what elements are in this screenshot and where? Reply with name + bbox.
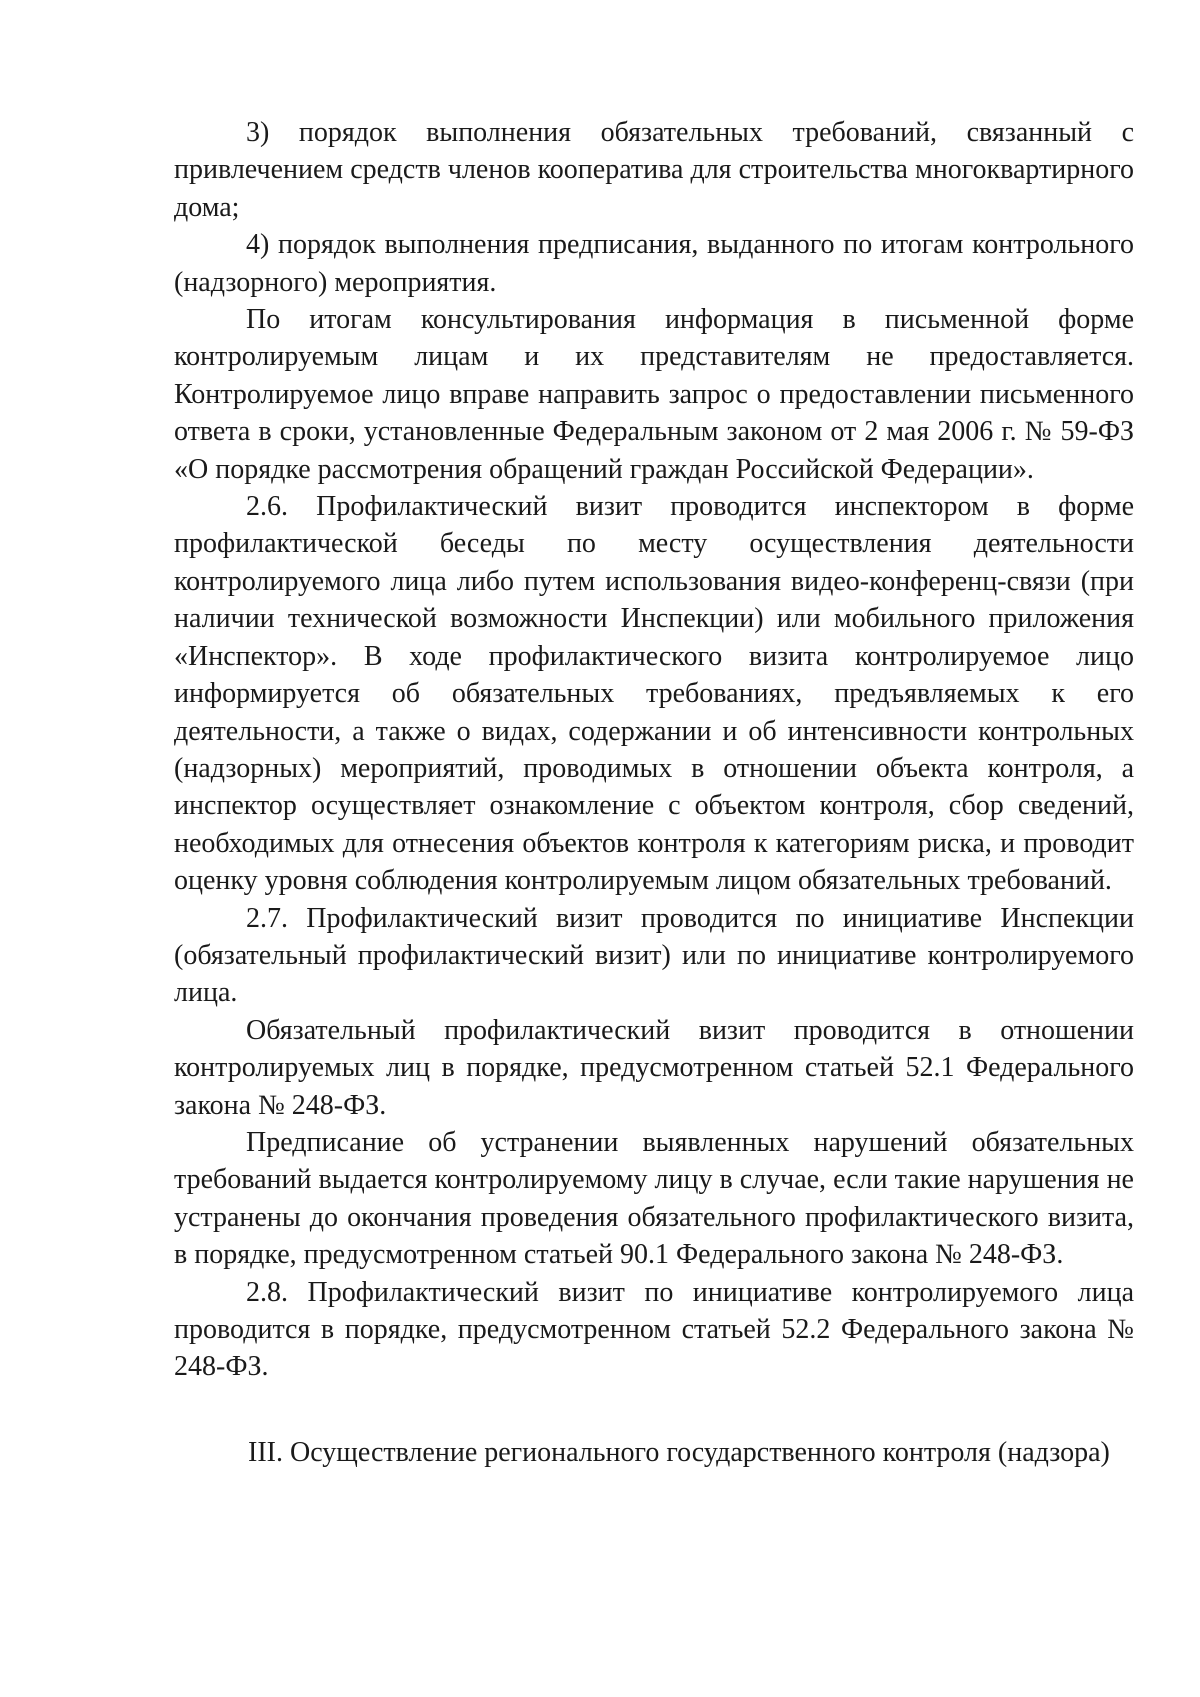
paragraph-2-8: 2.8. Профилактический визит по инициативе контролируемого лица проводится в порядке, предусмотренном статьей 52.2 Федерального закона № 248-ФЗ. bbox=[174, 1276, 1134, 1383]
paragraph-prescription: Предписание об устранении выявленных нарушений обязательных требований выдается контролируемому лицу в случае, если такие нарушения не устранены до окончания проведения обязательного профилактического визита, в порядке, предусмотренном статьей 90.1 Федерального закона № 248-ФЗ. bbox=[174, 1126, 1134, 1271]
document-body bbox=[174, 114, 1134, 1471]
section-heading: III. Осуществление регионального государственного контроля (надзора) bbox=[248, 1436, 1110, 1468]
paragraph-item-4: 4) порядок выполнения предписания, выданного по итогам контрольного (надзорного) мероприятия. bbox=[174, 229, 1134, 298]
paragraph-2-6: 2.6. Профилактический визит проводится инспектором в форме профилактической беседы по месту осуществления деятельности контролируемого лица либо путем использования видео-конференц-связи (при наличии технической возможности Инспекции) или мобильного приложения «Инспектор». В ходе профилактического визита контролируемое лицо информируется об обязательных требованиях, предъявляемых к его деятельности, а также о видах, содержании и об интенсивности контрольных (надзорных) мероприятий, проводимых в отношении объекта контроля, а инспектор осуществляет ознакомление с объектом контроля, сбор сведений, необходимых для отнесения объектов контроля к категориям риска, и проводит оценку уровня соблюдения контролируемым лицом обязательных требований. bbox=[174, 491, 1134, 897]
paragraph-2-7: 2.7. Профилактический визит проводится по инициативе Инспекции (обязательный профилактический визит) или по инициативе контролируемого лица. bbox=[174, 902, 1134, 1009]
paragraph-mandatory-visit: Обязательный профилактический визит проводится в отношении контролируемых лиц в порядке, предусмотренном статьей 52.1 Федерального закона № 248-ФЗ. bbox=[174, 1014, 1134, 1121]
paragraph-consultation-result: По итогам консультирования информация в письменной форме контролируемым лицам и их представителям не предоставляется. Контролируемое лицо вправе направить запрос о предоставлении письменного ответа в сроки, установленные Федеральным законом от 2 мая 2006 г. № 59-ФЗ «О порядке рассмотрения обращений граждан Российской Федерации». bbox=[174, 304, 1134, 485]
paragraph-item-3: 3) порядок выполнения обязательных требований, связанный с привлечением средств членов кооператива для строительства многоквартирного дома; bbox=[174, 117, 1134, 223]
